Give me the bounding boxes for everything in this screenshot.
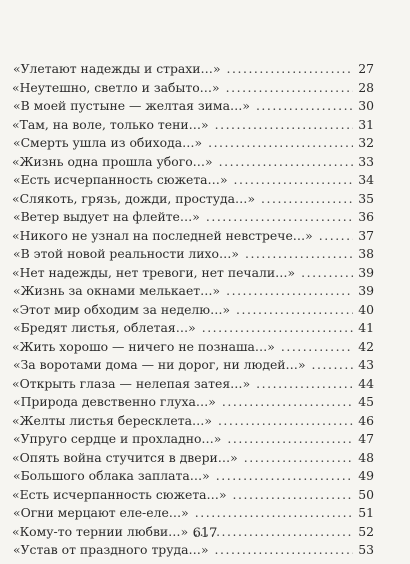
- toc-entry: [12, 227, 374, 246]
- toc-entry-title: «Никого не узнал на последней невстрече…»: [12, 227, 313, 243]
- dot-leader: [227, 60, 353, 79]
- toc-entry-title: «Есть исчерпанность сюжета…»: [12, 486, 227, 502]
- dot-leader: [226, 282, 353, 301]
- dot-leader: [216, 467, 353, 486]
- toc-entry-page: 32: [358, 135, 374, 150]
- toc-entry-page: 43: [358, 357, 374, 372]
- toc-entry-page: 49: [358, 468, 374, 483]
- toc-entry-page: 30: [358, 98, 374, 113]
- toc-entry-title: «Огни мерцают еле-еле…»: [13, 505, 189, 520]
- toc-entry: [12, 301, 374, 320]
- toc-entry: [12, 79, 374, 98]
- toc-entry: [13, 208, 374, 227]
- toc-entry: [13, 319, 374, 338]
- toc-entry-title: «Кому-то тернии любви…»: [12, 523, 189, 539]
- toc-entry: [12, 153, 374, 172]
- page-number: 617: [192, 526, 218, 541]
- toc-entry-page: 40: [358, 301, 374, 317]
- dot-leader: [319, 227, 353, 246]
- toc-entry-title: «В этой новой реальности лихо…»: [13, 246, 239, 261]
- toc-entry: [12, 375, 374, 394]
- toc-entry-page: 36: [358, 209, 374, 224]
- table-of-contents: [12, 60, 374, 560]
- toc-entry-page: 48: [358, 449, 374, 465]
- toc-entry: [13, 467, 374, 486]
- dot-leader: [234, 171, 353, 190]
- dot-leader: [206, 208, 353, 227]
- dot-leader: [222, 393, 353, 412]
- toc-entry: [13, 245, 374, 264]
- toc-entry: [13, 393, 374, 412]
- toc-entry: [13, 134, 374, 153]
- toc-entry-title: «Желты листья бересклета…»: [12, 412, 212, 428]
- toc-entry-title: «В моей пустыне — желтая зима…»: [13, 98, 250, 113]
- dot-leader: [236, 301, 353, 320]
- toc-entry: [13, 171, 374, 190]
- toc-entry-page: 37: [358, 227, 374, 243]
- toc-entry: [13, 97, 374, 116]
- toc-entry: [12, 449, 374, 468]
- toc-entry-title: «Слякоть, грязь, дожди, простуда…»: [12, 190, 256, 206]
- toc-entry-page: 39: [358, 283, 374, 298]
- toc-entry: [12, 190, 374, 209]
- toc-entry-page: 46: [358, 412, 374, 428]
- toc-entry-page: 41: [358, 320, 374, 335]
- dot-leader: [215, 116, 353, 135]
- toc-entry-title: «Там, на воле, только тени…»: [12, 116, 209, 132]
- toc-entry: [12, 116, 374, 135]
- dot-leader: [301, 264, 353, 283]
- toc-entry: [12, 338, 374, 357]
- dot-leader: [208, 134, 353, 153]
- toc-entry: [13, 504, 374, 523]
- toc-entry: [13, 430, 374, 449]
- toc-entry-page: 42: [358, 338, 374, 354]
- toc-entry-page: 28: [358, 79, 374, 95]
- toc-entry-title: «Жизнь одна прошла убого…»: [12, 153, 213, 169]
- dot-leader: [245, 245, 353, 264]
- toc-entry-page: 53: [358, 542, 374, 557]
- toc-entry: [12, 486, 374, 505]
- toc-entry-title: «Есть исчерпанность сюжета…»: [13, 172, 228, 187]
- dot-leader: [195, 504, 353, 523]
- toc-entry-title: «Этот мир обходим за неделю…»: [12, 301, 231, 317]
- toc-entry-page: 27: [358, 61, 374, 76]
- dot-leader: [281, 338, 353, 357]
- toc-entry-page: 33: [358, 153, 374, 169]
- toc-entry: [13, 282, 374, 301]
- toc-entry-page: 50: [358, 486, 374, 502]
- toc-entry-page: 35: [358, 190, 374, 206]
- dot-leader: [256, 97, 353, 116]
- toc-entry-title: «Улетают надежды и страхи…»: [13, 61, 221, 76]
- dot-leader: [219, 153, 353, 172]
- dot-leader: [218, 412, 353, 431]
- toc-entry-title: «Ветер выдует на флейте…»: [13, 209, 200, 224]
- toc-entry-page: 44: [358, 375, 374, 391]
- toc-entry-page: 34: [358, 172, 374, 187]
- toc-entry-page: 45: [358, 394, 374, 409]
- toc-entry-page: 47: [358, 431, 374, 446]
- dot-leader: [202, 319, 353, 338]
- toc-entry-title: «За воротами дома — ни дорог, ни людей…»: [13, 357, 306, 372]
- toc-entry-title: «Жить хорошо — ничего не познаша…»: [12, 338, 275, 354]
- dot-leader: [244, 449, 353, 468]
- toc-entry-title: «Смерть ушла из обихода…»: [13, 135, 203, 150]
- toc-entry-page: 31: [358, 116, 374, 132]
- toc-entry-title: «Устав от праздного труда…»: [13, 542, 209, 557]
- dot-leader: [261, 190, 353, 209]
- toc-entry-title: «Неутешно, светло и забыто…»: [12, 79, 220, 95]
- toc-entry-title: «Жизнь за окнами мелькает…»: [13, 283, 221, 298]
- toc-entry-title: «Большого облака заплата…»: [13, 468, 210, 483]
- toc-entry-page: 39: [358, 264, 374, 280]
- toc-entry: [12, 264, 374, 283]
- dot-leader: [215, 541, 353, 560]
- toc-entry: [12, 412, 374, 431]
- dot-leader: [256, 375, 353, 394]
- toc-entry-title: «Нет надежды, нет тревоги, нет печали…»: [12, 264, 296, 280]
- toc-entry-page: 51: [358, 505, 374, 520]
- toc-entry: [13, 541, 374, 560]
- toc-entry-title: «Открыть глаза — нелепая затея…»: [12, 375, 251, 391]
- dot-leader: [227, 430, 353, 449]
- toc-entry: [13, 60, 374, 79]
- toc-entry-title: «Опять война стучится в двери…»: [12, 449, 238, 465]
- toc-entry-title: «Бредят листья, облетая…»: [13, 320, 196, 335]
- toc-entry-page: 38: [358, 246, 374, 261]
- toc-entry-page: 52: [358, 523, 374, 539]
- dot-leader: [312, 356, 353, 375]
- toc-entry-title: «Природа девственно глуха…»: [13, 394, 216, 409]
- dot-leader: [226, 79, 353, 98]
- toc-entry-title: «Упруго сердце и прохладно…»: [13, 431, 222, 446]
- dot-leader: [233, 486, 353, 505]
- toc-entry: [13, 356, 374, 375]
